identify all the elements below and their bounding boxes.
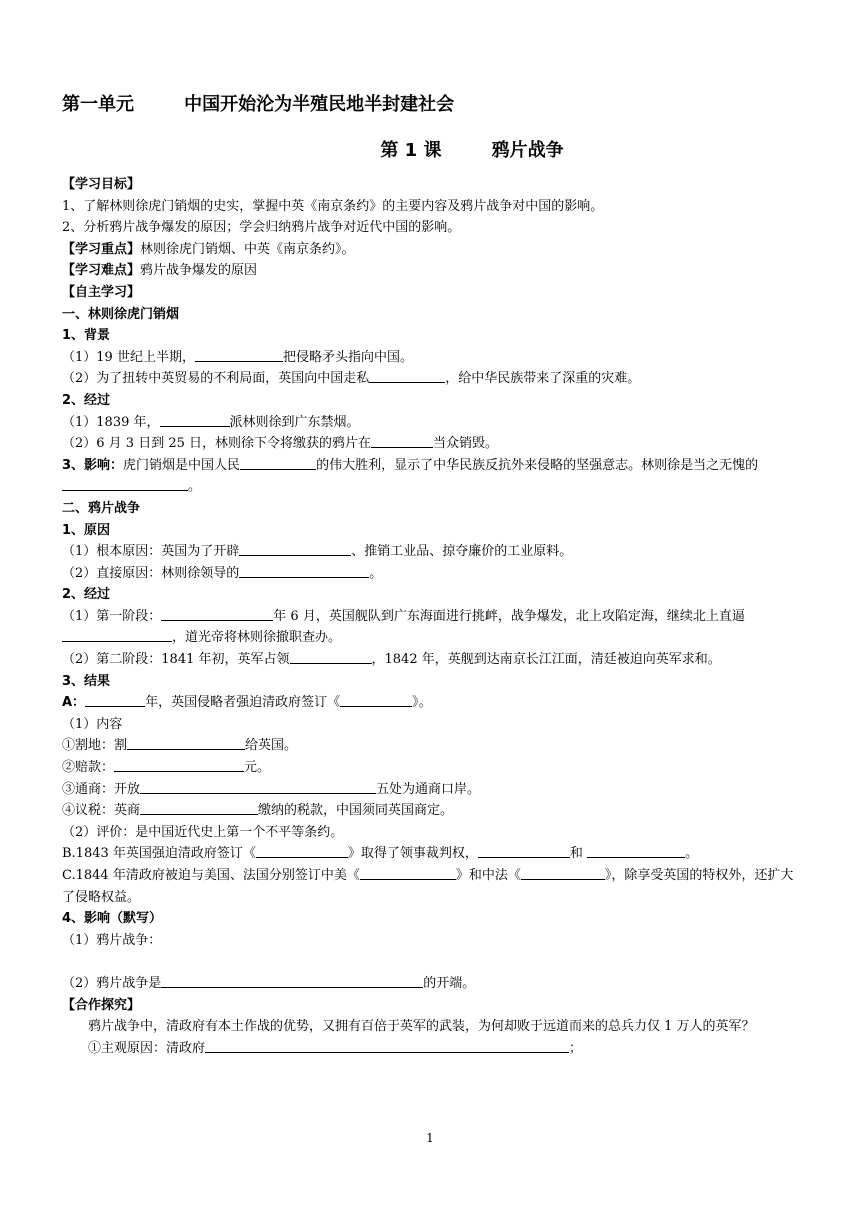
text: 虎门销烟是中国人民	[123, 457, 241, 473]
text: ；	[569, 1040, 583, 1056]
fill-line	[62, 1038, 802, 1060]
text: 、推销工业品、掠夺廉价的工业原料。	[351, 544, 573, 560]
text: （1）19 世纪上半期，	[62, 349, 195, 365]
fill-blank[interactable]	[239, 564, 369, 578]
s1-process-heading: 2、经过	[62, 392, 111, 408]
s2-process-heading: 2、经过	[62, 587, 111, 603]
text: 五处为通商口岸。	[376, 781, 481, 797]
fill-line	[62, 692, 802, 714]
goal-2: 2、分析鸦片战争爆发的原因；学会归纳鸦片战争对近代中国的影响。	[62, 220, 461, 236]
fill-blank[interactable]	[127, 736, 245, 750]
text: ②赔款：	[62, 760, 115, 776]
fill-line	[62, 606, 802, 649]
page-number: 1	[426, 1131, 434, 1145]
fill-blank[interactable]	[369, 369, 445, 383]
fill-line	[62, 757, 802, 779]
fill-line	[62, 735, 802, 757]
difficulty-text: 鸦片战争爆发的原因	[140, 263, 258, 279]
focus-heading: 【学习重点】	[62, 241, 141, 257]
fill-blank[interactable]	[290, 650, 372, 664]
fill-blank[interactable]	[140, 780, 376, 794]
text: C.1844 年清政府被迫与美国、法国分别签订中美《	[62, 868, 360, 883]
text: 给英国。	[245, 738, 298, 754]
text: ，给中华民族带来了深重的灾难。	[445, 371, 641, 387]
fill-blank[interactable]	[195, 348, 283, 362]
focus	[62, 239, 802, 261]
text: ①割地：割	[62, 738, 128, 754]
fill-line	[62, 563, 802, 585]
cooperation-question: 鸦片战争中，清政府有本土作战的优势，又拥有百倍于英军的武装，为何却败于远道而来的总兵力仅 1 万人的英军？	[88, 1019, 755, 1035]
fill-blank[interactable]	[140, 801, 258, 815]
fill-blank[interactable]	[478, 844, 570, 858]
s2-cause-heading: 1、原因	[62, 522, 111, 538]
s1-background-heading: 1、背景	[62, 328, 111, 344]
text: 派林则徐到广东禁烟。	[229, 414, 360, 430]
fill-line	[62, 368, 802, 390]
text: 。	[369, 565, 383, 581]
cooperation-heading: 【合作探究】	[62, 997, 141, 1013]
text: （2）第二阶段：1841 年初，英军占领	[62, 652, 290, 668]
fill-blank[interactable]	[205, 1039, 569, 1053]
fill-line	[62, 779, 802, 801]
text: ，1842 年，英舰到达南京长江江面，清廷被迫向英军求和。	[371, 652, 721, 668]
worksheet	[62, 92, 802, 1059]
text: （1）根本原因：英国为了开辟	[62, 544, 240, 560]
text: ①主观原因：清政府	[88, 1040, 206, 1056]
fill-blank[interactable]	[114, 758, 244, 772]
text: 的开端。	[423, 975, 476, 991]
text: A：	[62, 695, 86, 711]
text: 年 6 月，英国舰队到广东海面进行挑衅，战争爆发，北上攻陷定海，继续北上直逼	[273, 608, 745, 624]
difficulty	[62, 260, 802, 282]
text: B.1843 年英国强迫清政府签订《	[62, 846, 256, 862]
s2-impact-heading: 4、影响（默写）	[62, 911, 163, 927]
impact-1: （1）鸦片战争：	[62, 932, 162, 948]
text: 》，除享受英国的特权外，还扩大了侵略权益。	[62, 868, 794, 905]
text: （2）6 月 3 日到 25 日，林则徐下令将缴获的鸦片在	[62, 436, 372, 452]
difficulty-heading: 【学习难点】	[62, 263, 141, 279]
text: 年，英国侵略者强迫清政府签订《	[145, 695, 341, 711]
text: （2）直接原因：林则徐领导的	[62, 565, 240, 581]
fill-blank[interactable]	[587, 844, 685, 858]
fill-line	[62, 973, 802, 995]
evaluation: （2）评价：是中国近代史上第一个不平等条约。	[62, 824, 344, 840]
fill-blank[interactable]	[161, 974, 423, 988]
text: 把侵略矛头指向中国。	[282, 349, 413, 365]
text: 》取得了领事裁判权，	[347, 846, 478, 862]
text: ③通商：开放	[62, 781, 141, 797]
text: ④议税：英商	[62, 803, 141, 819]
fill-blank[interactable]	[85, 693, 145, 707]
fill-line	[62, 541, 802, 563]
text: 缴纳的税款，中国须同英国商定。	[258, 803, 454, 819]
lesson-title: 第 1 课 鸦片战争	[380, 140, 564, 161]
text: （2）为了扭转中英贸易的不利局面，英国向中国走私	[62, 371, 370, 387]
text: 的伟大胜利，显示了中华民族反抗外来侵略的坚强意志。林则徐是当之无愧的	[316, 457, 759, 473]
unit-title: 第一单元 中国开始沦为半殖民地半封建社会	[62, 94, 455, 115]
text: 当众销毁。	[433, 436, 499, 452]
fill-blank[interactable]	[62, 628, 172, 642]
fill-blank[interactable]	[62, 477, 188, 491]
fill-line	[62, 347, 802, 369]
fill-line	[62, 865, 802, 908]
fill-blank[interactable]	[371, 434, 433, 448]
text: 。	[188, 479, 202, 495]
text: （1）第一阶段：	[62, 608, 162, 624]
fill-blank[interactable]	[161, 607, 273, 621]
fill-blank[interactable]	[256, 844, 348, 858]
text: （1）1839 年，	[62, 414, 160, 430]
fill-blank[interactable]	[160, 413, 230, 427]
fill-line	[62, 843, 802, 865]
section-1-heading: 一、林则徐虎门销烟	[62, 306, 180, 322]
fill-blank[interactable]	[340, 693, 412, 707]
fill-blank[interactable]	[239, 542, 351, 556]
focus-text: 林则徐虎门销烟、中英《南京条约》。	[140, 241, 355, 257]
fill-line	[62, 649, 802, 671]
answer-space[interactable]	[62, 951, 802, 973]
text: ，道光帝将林则徐撤职查办。	[172, 630, 342, 646]
fill-line	[62, 455, 802, 498]
text: 和	[569, 846, 583, 862]
text: 元。	[244, 760, 271, 776]
fill-blank[interactable]	[240, 456, 316, 470]
fill-line	[62, 412, 802, 434]
fill-line	[62, 433, 802, 455]
text: （2）鸦片战争是	[62, 975, 162, 991]
goal-1: 1、了解林则徐虎门销烟的史实，掌握中英《南京条约》的主要内容及鸦片战争对中国的影响。	[62, 198, 604, 214]
section-2-heading: 二、鸦片战争	[62, 500, 141, 516]
self-study-heading: 【自主学习】	[62, 284, 141, 300]
s2-result-heading: 3、结果	[62, 673, 111, 689]
fill-line	[62, 800, 802, 822]
text: 。	[685, 846, 699, 862]
fill-blank[interactable]	[360, 866, 456, 880]
text: 》。	[412, 695, 432, 711]
fill-blank[interactable]	[521, 866, 605, 880]
s1-impact-heading: 3、影响：	[62, 457, 124, 473]
goals-heading: 【学习目标】	[62, 177, 141, 192]
content-heading: （1）内容	[62, 716, 123, 732]
text: 》和中法《	[455, 868, 521, 883]
